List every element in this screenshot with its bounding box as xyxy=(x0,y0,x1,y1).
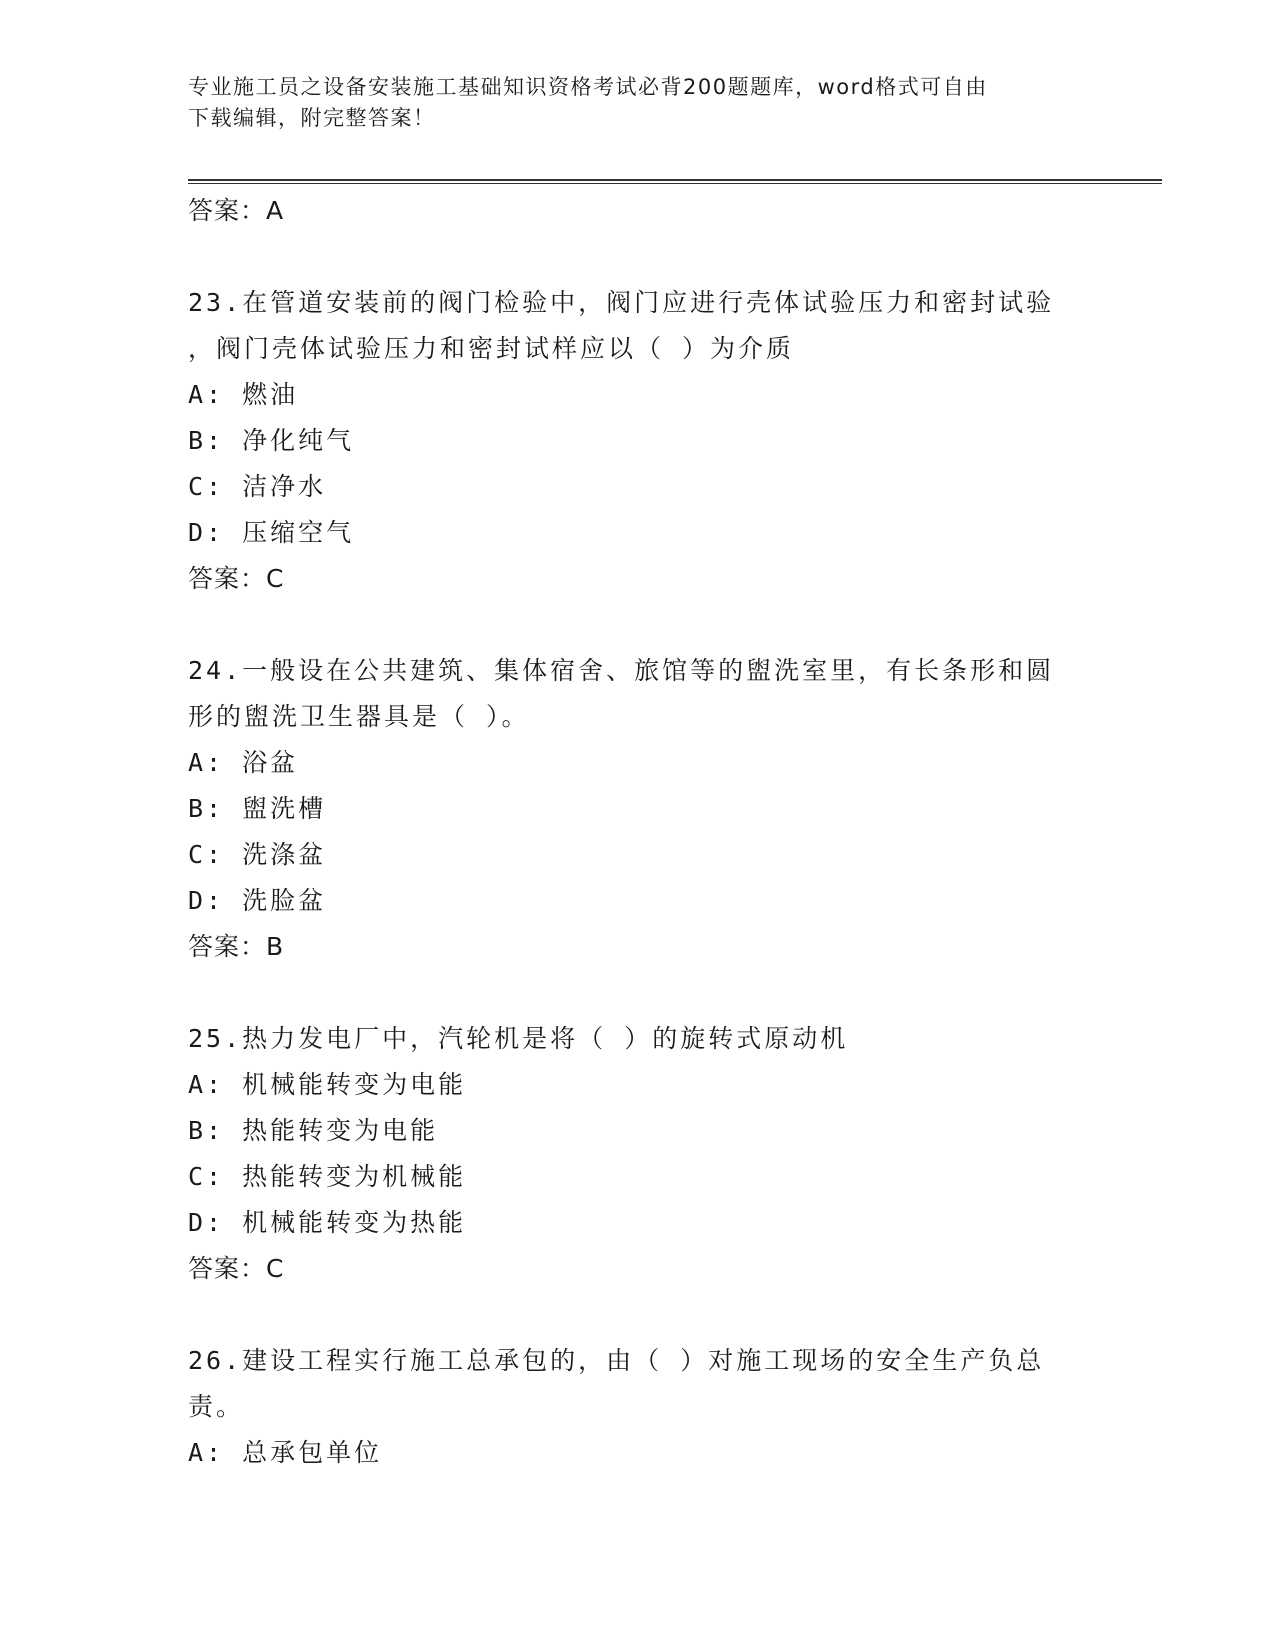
answer-22: 答案：A xyxy=(188,196,285,225)
answer: 答案：C xyxy=(188,1254,285,1283)
question-text-line: 25.热力发电厂中，汽轮机是将（ ）的旋转式原动机 xyxy=(188,1024,849,1053)
question-text-line: 责。 xyxy=(188,1392,245,1421)
option-b: B: 净化纯气 xyxy=(188,426,355,455)
question-26 xyxy=(188,1338,1088,1476)
option-b: B: 热能转变为电能 xyxy=(188,1116,439,1145)
option-a: A: 浴盆 xyxy=(188,748,299,777)
question-24 xyxy=(188,648,1088,970)
header-divider xyxy=(188,179,1162,181)
question-text-line: ，阀门壳体试验压力和密封试样应以（ ）为介质 xyxy=(188,334,795,363)
question-25 xyxy=(188,1016,1088,1292)
header-divider-thin xyxy=(188,183,1162,184)
option-c: C: 洗涤盆 xyxy=(188,840,327,869)
answer: 答案：B xyxy=(188,932,285,961)
option-c: C: 洁净水 xyxy=(188,472,327,501)
option-d: D: 压缩空气 xyxy=(188,518,355,547)
option-a: A: 总承包单位 xyxy=(188,1438,383,1467)
answer: 答案：C xyxy=(188,564,285,593)
question-list xyxy=(188,188,1088,1476)
question-text-line: 26.建设工程实行施工总承包的，由（ ）对施工现场的安全生产负总 xyxy=(188,1346,1045,1375)
header-line-1: 专业施工员之设备安装施工基础知识资格考试必背200题题库，word格式可自由 xyxy=(188,75,988,99)
question-text-line: 23.在管道安装前的阀门检验中，阀门应进行壳体试验压力和密封试验 xyxy=(188,288,1055,317)
header-line-2: 下载编辑，附完整答案！ xyxy=(188,106,436,130)
document-header xyxy=(188,72,1068,134)
option-a: A: 燃油 xyxy=(188,380,299,409)
question-text-line: 24.一般设在公共建筑、集体宿舍、旅馆等的盥洗室里，有长条形和圆 xyxy=(188,656,1055,685)
option-b: B: 盥洗槽 xyxy=(188,794,327,823)
question-23 xyxy=(188,280,1088,602)
option-a: A: 机械能转变为电能 xyxy=(188,1070,467,1099)
option-c: C: 热能转变为机械能 xyxy=(188,1162,467,1191)
question-text-line: 形的盥洗卫生器具是（ ）。 xyxy=(188,702,530,731)
option-d: D: 机械能转变为热能 xyxy=(188,1208,467,1237)
option-d: D: 洗脸盆 xyxy=(188,886,327,915)
